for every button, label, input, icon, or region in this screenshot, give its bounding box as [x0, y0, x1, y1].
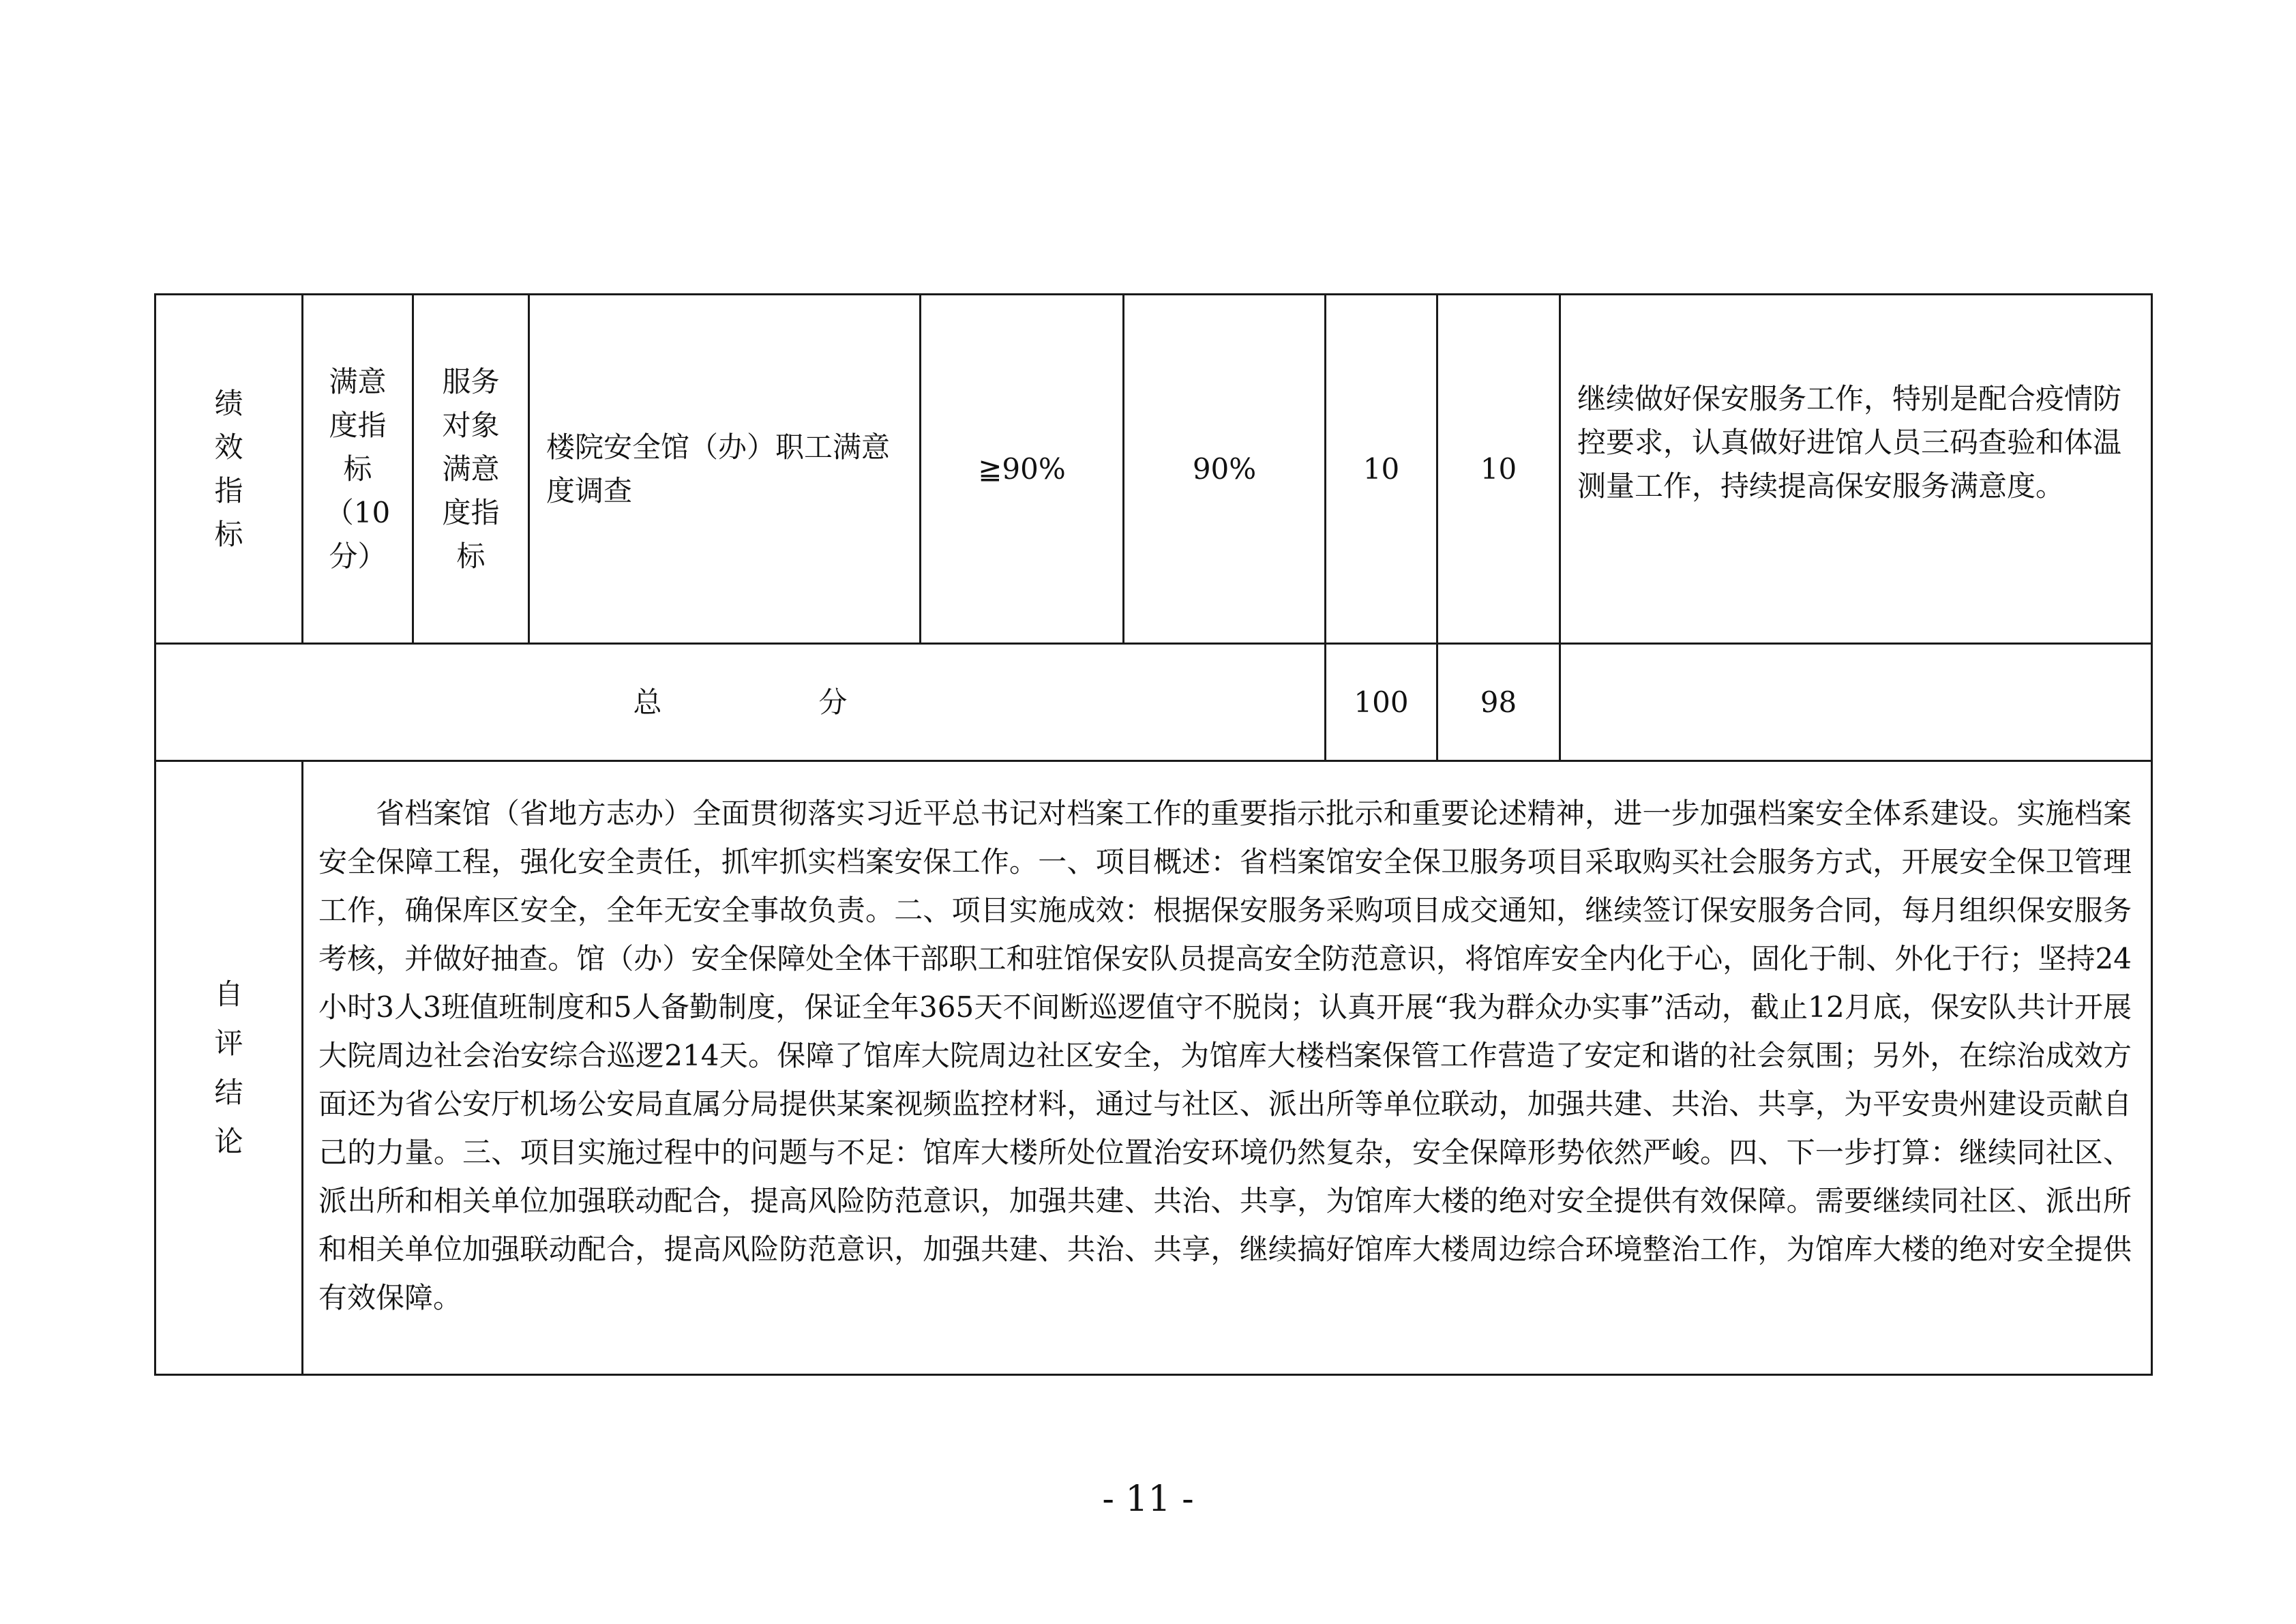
- evaluation-table: [154, 293, 2153, 1376]
- page-number: - 11 -: [1102, 1479, 1194, 1520]
- conclusion-row: [155, 761, 2152, 1375]
- total-score-cell: [1437, 644, 1560, 761]
- indicator-level3-label: 楼院安全馆（办）职工满意度调查: [546, 430, 891, 507]
- conclusion-label-cell: [155, 761, 303, 1375]
- indicator-level2-label: 服务对象满意度指标: [442, 364, 500, 573]
- indicator-level2-cell: [413, 295, 529, 644]
- deviation-note: 继续做好保安服务工作，特别是配合疫情防控要求，认真做好进馆人员三码查验和体温测量工作，持续提高保安服务满意度。: [1577, 382, 2122, 503]
- total-label-cell: [155, 644, 1326, 761]
- total-label-char1: 总: [633, 685, 662, 719]
- weight-cell: [1326, 295, 1437, 644]
- target-value-cell: [921, 295, 1124, 644]
- satisfaction-row: [155, 295, 2152, 644]
- actual-value: 90%: [1192, 452, 1257, 486]
- indicator-level3-cell: [529, 295, 921, 644]
- total-blank-cell: [1560, 644, 2152, 761]
- total-label-char2: 分: [818, 685, 848, 719]
- category-cell: [155, 295, 303, 644]
- actual-value-cell: [1124, 295, 1326, 644]
- conclusion-label: 自评结论: [214, 977, 243, 1158]
- total-row: [155, 644, 2152, 761]
- total-weight-cell: [1326, 644, 1437, 761]
- conclusion-text: 省档案馆（省地方志办）全面贯彻落实习近平总书记对档案工作的重要指示批示和重要论述精神，进一步加强档案安全体系建设。实施档案安全保障工程，强化安全责任，抓牢抓实档案安保工作。一、项目概述：省档案馆安全保卫服务项目采取购买社会服务方式，开展安全保卫管理工作，确保库区安全，全年无安全事故负责。二、项目实施成效：根据保安服务采购项目成交通知，继续签订保安服务合同，每月组织保安服务考核，并做好抽查。馆（办）安全保障处全体干部职工和驻馆保安队员提高安全防范意识，将馆库安全内化于心，固化于制、外化于行；坚持24小时3人3班值班制度和5人备勤制度，保证全年365天不间断巡逻值守不脱岗；认真开展“我为群众办实事”活动，截止12月底，保安队共计开展大院周边社会治安综合巡逻214天。保障了馆库大院周边社区安全，为馆库大楼档案保管工作营造了安定和谐的社会氛围；另外，在综治成效方面还为省公安厅机场公安局直属分局提供某案视频监控材料，通过与社区、派出所等单位联动，加强共建、共治、共享，为平安贵州建设贡献自己的力量。三、项目实施过程中的问题与不足：馆库大楼所处位置治安环境仍然复杂，安全保障形势依然严峻。四、下一步打算：继续同社区、派出所和相关单位加强联动配合，提高风险防范意识，加强共建、共治、共享，为馆库大楼的绝对安全提供有效保障。需要继续同社区、派出所和相关单位加强联动配合，提高风险防范意识，加强共建、共治、共享，继续搞好馆库大楼周边综合环境整治工作，为馆库大楼的绝对安全提供有效保障。: [318, 797, 2132, 1314]
- weight-value: 10: [1362, 452, 1400, 486]
- total-score: 98: [1480, 685, 1517, 719]
- total-weight: 100: [1354, 685, 1409, 719]
- indicator-level1-label: 满意度指标（10分）: [325, 364, 391, 573]
- score-cell: [1437, 295, 1560, 644]
- score-value: 10: [1480, 452, 1517, 486]
- category-label: 绩效指标: [214, 386, 243, 551]
- indicator-level1-cell: [303, 295, 413, 644]
- conclusion-text-cell: [303, 761, 2152, 1375]
- deviation-note-cell: [1560, 295, 2152, 644]
- target-value: ≧90%: [978, 452, 1066, 486]
